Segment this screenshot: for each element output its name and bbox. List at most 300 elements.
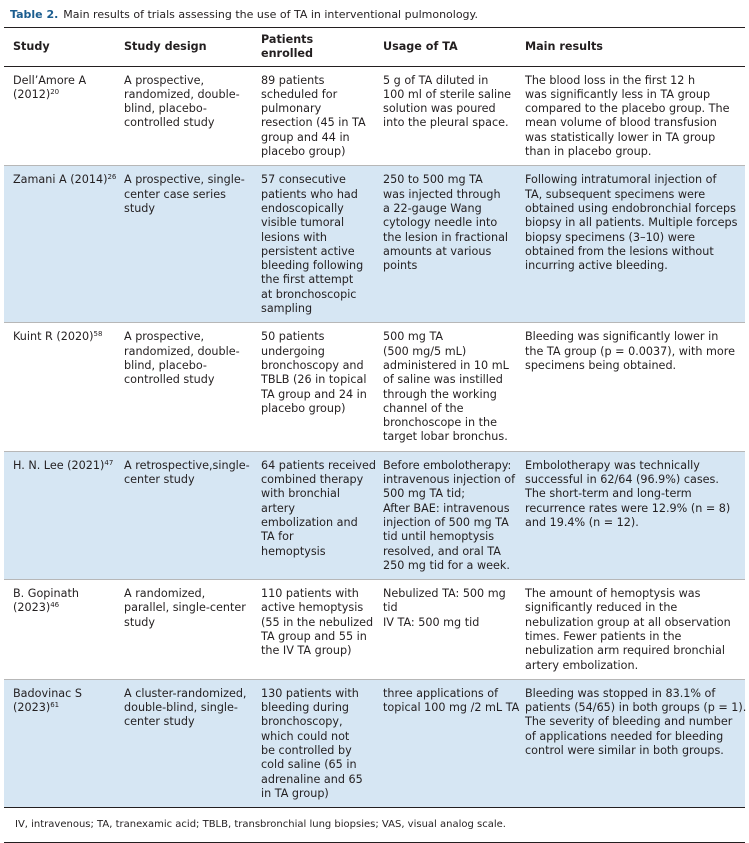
cell-line [261, 758, 370, 772]
caption-label: Table 2. [10, 8, 59, 21]
cell-text: H. N. Lee (2021) [13, 458, 105, 472]
cell-text: was injected through [383, 187, 501, 201]
table-caption [4, 0, 745, 27]
cell-text: center study [124, 715, 195, 729]
cell-text: 500 mg TA [383, 330, 444, 344]
cell-line [525, 359, 741, 373]
cell-text: controlled study [124, 116, 215, 130]
table-row [4, 451, 745, 579]
patients-cell [252, 166, 374, 323]
cell-text: through the working [383, 387, 497, 401]
cell-line [383, 616, 512, 630]
cell-text: B. Gopinath [13, 587, 79, 601]
cell-line [383, 587, 512, 601]
study-cell [4, 580, 115, 680]
cell-text: randomized, double- [124, 344, 240, 358]
cell-line [261, 615, 374, 630]
cell-text: center case series [124, 187, 226, 201]
cell-line [124, 701, 248, 715]
cell-text: at bronchoscopic [261, 287, 357, 301]
cell-text: nebulization group at all observation [525, 615, 731, 629]
cell-text: The amount of hemoptysis was [525, 587, 701, 601]
cell-text: controlled study [124, 373, 215, 387]
cell-line [261, 288, 370, 302]
cell-text: center study [124, 473, 195, 487]
cell-text: and 19.4% (n = 12). [525, 515, 639, 529]
header-main-results: Main results [516, 28, 745, 67]
cell-line [525, 259, 741, 273]
cell-text: nebulization arm required bronchial [525, 644, 725, 658]
cell-text: A randomized, [124, 587, 206, 601]
cell-text: blind, placebo- [124, 358, 207, 372]
cell-line [261, 302, 370, 316]
cell-text: in TA group) [261, 786, 329, 800]
results-cell [516, 679, 745, 807]
usage-cell [374, 166, 516, 323]
cell-text: bronchoscopy and [261, 358, 364, 372]
patients-cell [252, 580, 374, 680]
cell-line [13, 587, 111, 601]
cell-text: A prospective, [124, 73, 205, 87]
study-cell [4, 323, 115, 451]
cell-line [525, 687, 741, 701]
cell-line [13, 687, 111, 701]
cell-line [525, 145, 741, 159]
reference-superscript: 26 [107, 173, 117, 182]
reference-superscript: 58 [93, 330, 103, 339]
cell-line [261, 88, 370, 102]
cell-line [525, 202, 741, 216]
cell-line [261, 516, 370, 530]
cell-line [383, 188, 512, 202]
cell-text: bronchoscope in the [383, 416, 497, 430]
cell-line [124, 601, 248, 615]
cell-text: scheduled for [261, 87, 338, 101]
design-cell [115, 451, 252, 579]
cell-line [525, 74, 741, 88]
usage-cell [374, 66, 516, 166]
cell-line [13, 601, 111, 615]
cell-line [383, 74, 512, 88]
cell-text: a 22-gauge Wang [383, 201, 482, 215]
cell-text: sampling [261, 302, 313, 316]
caption-text: Main results of trials assessing the use of TA in interventional pulmonology. [63, 8, 478, 21]
cell-text: IV TA: 500 mg tid [383, 615, 480, 629]
cell-text: obtained from the lesions without [525, 244, 714, 258]
cell-line [261, 216, 370, 230]
cell-line [124, 102, 248, 116]
cell-text: 250 to 500 mg TA [383, 173, 483, 187]
cell-line [525, 487, 741, 501]
table-container [4, 0, 745, 843]
cell-line [124, 74, 248, 88]
table-row [4, 679, 745, 807]
cell-line [383, 245, 512, 259]
cell-line [525, 459, 741, 473]
cell-line [124, 687, 248, 701]
cell-text: which could not [261, 729, 350, 743]
cell-text: biopsy specimens (3–10) were [525, 230, 695, 244]
header-study-design: Study design [115, 28, 252, 67]
cell-text: patients who had [261, 187, 358, 201]
cell-text: A prospective, single- [124, 173, 245, 187]
header-study: Study [4, 28, 115, 67]
cell-line [525, 715, 741, 729]
cell-line [261, 231, 370, 245]
cell-text: 500 mg TA tid; [383, 487, 466, 501]
usage-cell [374, 451, 516, 579]
cell-text: channel of the [383, 401, 464, 415]
cell-line [124, 459, 248, 473]
cell-text: obtained using endobronchial forceps [525, 201, 736, 215]
cell-text: TA, subsequent specimens were [525, 187, 706, 201]
cell-text: administered in 10 mL [383, 358, 509, 372]
cell-text: Before embolotherapy: [383, 458, 512, 472]
results-cell [516, 323, 745, 451]
header-patients-enrolled: Patients enrolled [252, 28, 374, 67]
cell-line [383, 516, 512, 530]
cell-line [525, 131, 741, 145]
cell-line [261, 330, 370, 344]
cell-line [525, 644, 741, 658]
cell-text: biopsy in all patients. Multiple forceps [525, 216, 738, 230]
table-row [4, 323, 745, 451]
cell-line [124, 473, 248, 487]
cell-line [383, 545, 512, 559]
cell-line [261, 373, 370, 387]
cell-text: Badovinac S [13, 686, 82, 700]
cell-line [383, 416, 512, 430]
table-body [4, 66, 745, 808]
cell-line [383, 359, 512, 373]
cell-line [13, 458, 114, 473]
design-cell [115, 166, 252, 323]
cell-text: TA group and 55 in [261, 629, 367, 643]
patients-cell [252, 66, 374, 166]
results-cell [516, 580, 745, 680]
cell-line [383, 116, 512, 130]
cell-line [383, 559, 512, 573]
cell-text: A prospective, [124, 330, 205, 344]
cell-text: three applications of [383, 686, 499, 700]
cell-line [383, 601, 512, 615]
cell-line [261, 630, 370, 644]
cell-line [261, 502, 370, 516]
cell-line [383, 216, 512, 230]
cell-text: The blood loss in the first 12 h [525, 73, 696, 87]
cell-text: Bleeding was stopped in 83.1% of [525, 686, 716, 700]
cell-line [261, 173, 370, 187]
cell-line [383, 345, 512, 359]
cell-line [525, 231, 741, 245]
design-cell [115, 66, 252, 166]
cell-line [261, 744, 370, 758]
table-row [4, 580, 745, 680]
usage-cell [374, 679, 520, 807]
cell-line [261, 245, 370, 259]
cell-line [13, 74, 111, 88]
cell-text: pulmonary [261, 102, 322, 116]
table-footnote-row [4, 808, 745, 842]
cell-line [124, 202, 248, 216]
cell-line [525, 245, 741, 259]
cell-line [261, 202, 370, 216]
cell-line [261, 730, 370, 744]
cell-line [124, 373, 248, 387]
cell-text: solution was poured [383, 102, 496, 116]
cell-text: TA group and 24 in [261, 387, 367, 401]
cell-text: A retrospective,single- [124, 458, 250, 472]
cell-text: double-blind, single- [124, 701, 238, 715]
cell-text: the TA group (p = 0.0037), with more [525, 344, 735, 358]
cell-line [124, 587, 248, 601]
cell-text: cold saline (65 in [261, 758, 357, 772]
cell-line [261, 487, 370, 501]
cell-text: persistent active [261, 244, 355, 258]
cell-text: embolization and [261, 515, 358, 529]
cell-text: resection (45 in TA [261, 116, 366, 130]
cell-text: active hemoptysis [261, 601, 364, 615]
cell-line [525, 701, 747, 715]
table-row [4, 166, 745, 323]
cell-line [261, 473, 370, 487]
cell-line [261, 644, 370, 658]
cell-text: Bleeding was significantly lower in [525, 330, 719, 344]
cell-text: (500 mg/5 mL) [383, 344, 467, 358]
study-cell [4, 451, 115, 579]
cell-text: the lesion in fractional [383, 230, 509, 244]
cell-line [383, 502, 512, 516]
study-cell [4, 66, 115, 166]
cell-text: undergoing [261, 344, 325, 358]
cell-text: The short-term and long-term [525, 487, 692, 501]
cell-line [261, 116, 370, 130]
cell-text: cytology needle into [383, 216, 498, 230]
cell-line [383, 701, 520, 715]
cell-text: group and 44 in [261, 130, 350, 144]
cell-line [261, 701, 370, 715]
cell-text: artery embolization. [525, 658, 639, 672]
cell-line [525, 630, 741, 644]
cell-line [525, 216, 741, 230]
cell-line [261, 345, 370, 359]
cell-text: 250 mg tid for a week. [383, 558, 510, 572]
cell-text: The severity of bleeding and number [525, 715, 733, 729]
cell-text: 57 consecutive [261, 173, 346, 187]
cell-line [525, 473, 741, 487]
cell-line [13, 173, 117, 187]
cell-line [261, 545, 370, 559]
cell-line [525, 616, 741, 630]
cell-text: study [124, 201, 156, 215]
patients-cell [252, 451, 374, 579]
cell-text: bleeding following [261, 259, 364, 273]
results-table [4, 27, 745, 843]
cell-text: lesions with [261, 230, 327, 244]
cell-line [525, 116, 741, 130]
cell-line [124, 116, 248, 130]
cell-text: 130 patients with [261, 686, 359, 700]
cell-line [124, 345, 248, 359]
cell-text: study [124, 615, 156, 629]
cell-text: resolved, and oral TA [383, 544, 501, 558]
cell-line [261, 145, 370, 159]
reference-superscript: 20 [50, 87, 60, 96]
cell-line [124, 715, 248, 729]
cell-line [525, 601, 741, 615]
cell-text: intravenous injection of [383, 473, 516, 487]
cell-text: amounts at various [383, 244, 492, 258]
cell-line [383, 330, 512, 344]
cell-text: recurrence rates were 12.9% (n = 8) [525, 501, 731, 515]
cell-line [261, 259, 370, 273]
cell-text: incurring active bleeding. [525, 259, 668, 273]
cell-line [383, 687, 512, 701]
cell-text: injection of 500 mg TA [383, 515, 509, 529]
design-cell [115, 679, 252, 807]
cell-text: tid [383, 601, 398, 615]
cell-line [383, 430, 512, 444]
cell-text: 110 patients with [261, 587, 359, 601]
reference-superscript: 47 [104, 458, 114, 467]
study-cell [4, 166, 115, 323]
cell-text: endoscopically [261, 201, 344, 215]
cell-line [261, 787, 370, 801]
cell-line [261, 601, 370, 615]
cell-line [383, 388, 512, 402]
cell-text: parallel, single-center [124, 601, 246, 615]
cell-text: After BAE: intravenous [383, 501, 510, 515]
cell-text: artery [261, 501, 295, 515]
cell-text: topical 100 mg /2 mL TA [383, 701, 520, 715]
cell-text: of applications needed for bleeding [525, 729, 724, 743]
cell-text: times. Fewer patients in the [525, 629, 682, 643]
cell-text: the first attempt [261, 273, 354, 287]
cell-text: be controlled by [261, 744, 352, 758]
table-row [4, 66, 745, 166]
cell-line [383, 88, 512, 102]
cell-line [525, 502, 741, 516]
cell-line [261, 530, 370, 544]
cell-line [261, 458, 376, 473]
cell-line [383, 473, 516, 487]
cell-text: 50 patients [261, 330, 325, 344]
cell-line [383, 373, 512, 387]
cell-line [124, 188, 248, 202]
cell-text: (2012) [13, 87, 51, 101]
reference-superscript: 46 [50, 601, 60, 610]
cell-line [525, 345, 741, 359]
cell-text: TBLB (26 in topical [261, 373, 367, 387]
header-usage-of-ta: Usage of TA [374, 28, 516, 67]
cell-text: successful in 62/64 (96.9%) cases. [525, 473, 719, 487]
table-header-row [4, 28, 745, 67]
cell-line [383, 173, 512, 187]
cell-line [124, 359, 248, 373]
cell-text: the IV TA group) [261, 644, 352, 658]
cell-line [261, 687, 370, 701]
cell-text: Embolotherapy was technically [525, 458, 700, 472]
patients-cell [252, 679, 374, 807]
cell-text: Kuint R (2020) [13, 330, 94, 344]
cell-line [261, 188, 370, 202]
cell-text: specimens being obtained. [525, 358, 677, 372]
cell-text: 100 ml of sterile saline [383, 87, 512, 101]
cell-text: adrenaline and 65 [261, 772, 363, 786]
cell-text: patients (54/65) in both groups (p = 1). [525, 701, 747, 715]
cell-line [525, 173, 741, 187]
cell-line [525, 188, 741, 202]
cell-text: (2023) [13, 701, 51, 715]
cell-text: with bronchial [261, 487, 340, 501]
cell-text: bleeding during [261, 701, 350, 715]
results-cell [516, 66, 745, 166]
study-cell [4, 679, 115, 807]
cell-text: was statistically lower in TA group [525, 130, 716, 144]
cell-text: (2023) [13, 601, 51, 615]
cell-line [525, 587, 741, 601]
cell-line [525, 88, 741, 102]
cell-line [13, 88, 111, 102]
cell-text: hemoptysis [261, 544, 326, 558]
cell-text: tid until hemoptysis [383, 530, 495, 544]
cell-line [383, 487, 512, 501]
cell-line [261, 773, 370, 787]
cell-text: target lobar bronchus. [383, 430, 508, 444]
cell-line [261, 402, 370, 416]
cell-line [525, 659, 741, 673]
cell-text: 89 patients [261, 73, 325, 87]
design-cell [115, 323, 252, 451]
cell-line [383, 102, 512, 116]
cell-text: 5 g of TA diluted in [383, 73, 489, 87]
cell-text: bronchoscopy, [261, 715, 343, 729]
cell-line [525, 730, 741, 744]
cell-text: Dell’Amore A [13, 73, 87, 87]
cell-text: than in placebo group. [525, 145, 652, 159]
cell-text: randomized, double- [124, 87, 240, 101]
cell-text: significantly reduced in the [525, 601, 678, 615]
cell-text: visible tumoral [261, 216, 345, 230]
results-cell [516, 166, 745, 323]
cell-line [525, 102, 741, 116]
cell-line [383, 231, 512, 245]
cell-line [124, 330, 248, 344]
cell-text: mean volume of blood transfusion [525, 116, 717, 130]
cell-text: points [383, 259, 418, 273]
design-cell [115, 580, 252, 680]
results-cell [516, 451, 745, 579]
cell-text: of saline was instilled [383, 373, 503, 387]
cell-line [261, 359, 370, 373]
cell-line [124, 88, 248, 102]
cell-text: 64 patients received [261, 458, 376, 472]
cell-line [261, 74, 370, 88]
cell-text: Zamani A (2014) [13, 173, 108, 187]
cell-line [261, 715, 370, 729]
cell-text: was significantly less in TA group [525, 87, 711, 101]
cell-line [261, 388, 370, 402]
cell-line [383, 402, 512, 416]
cell-text: Following intratumoral injection of [525, 173, 717, 187]
cell-text: (55 in the nebulized [261, 615, 374, 629]
cell-text: control were similar in both groups. [525, 744, 724, 758]
cell-line [525, 516, 741, 530]
cell-line [13, 701, 111, 715]
cell-text: A cluster-randomized, [124, 686, 247, 700]
cell-text: combined therapy [261, 473, 364, 487]
cell-text: placebo group) [261, 145, 346, 159]
